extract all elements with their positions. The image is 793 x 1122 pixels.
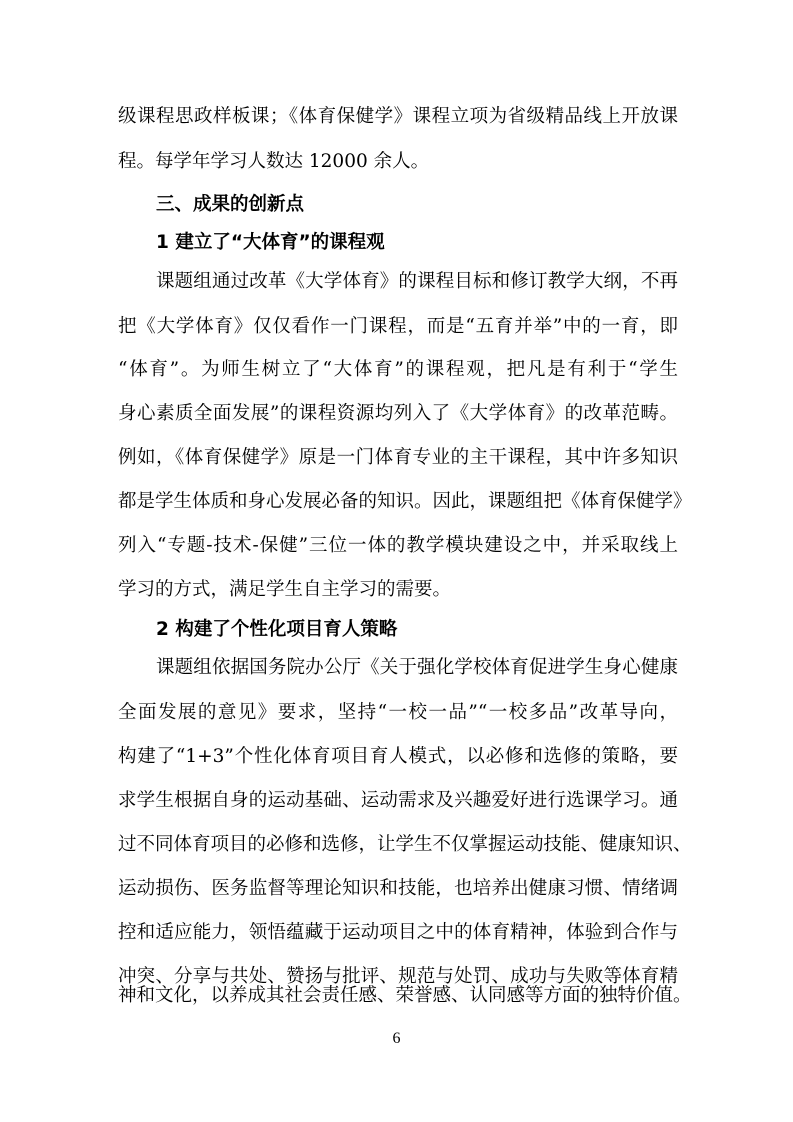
paragraph-line: 级课程思政样板课；《体育保健学》课程立项为省级精品线上开放课	[118, 106, 678, 127]
page-number: 6	[392, 1030, 401, 1047]
paragraph-line: 课题组通过改革《大学体育》的课程目标和修订教学大纲，不再	[156, 271, 678, 292]
paragraph-line: 学习的方式，满足学生自主学习的需要。	[118, 579, 452, 600]
paragraph-line: 运动损伤、医务监督等理论知识和技能，也培养出健康习惯、情绪调	[118, 878, 678, 899]
paragraph-line: 求学生根据自身的运动基础、运动需求及兴趣爱好进行选课学习。通	[118, 790, 678, 811]
paragraph-line: 神和文化，以养成其社会责任感、荣誉感、认同感等方面的独特价值。	[118, 985, 692, 1006]
paragraph-line: 课题组依据国务院办公厅《关于强化学校体育促进学生身心健康	[156, 657, 678, 678]
subsection-heading: 1 建立了“大体育”的课程观	[156, 232, 385, 253]
paragraph-line: 控和适应能力，领悟蕴藏于运动项目之中的体育精神，体验到合作与	[118, 922, 678, 943]
paragraph-line: 构建了“1+3”个性化体育项目育人模式，以必修和选修的策略，要	[118, 746, 678, 767]
paragraph-line: 过不同体育项目的必修和选修，让学生不仅掌握运动技能、健康知识、	[118, 834, 692, 855]
paragraph-line: 冲突、分享与共处、赞扬与批评、规范与处罚、成功与失败等体育精	[118, 966, 678, 987]
paragraph-line: 把《大学体育》仅仅看作一门课程，而是“五育并举”中的一育，即	[118, 316, 678, 337]
paragraph-line: 身心素质全面发展”的课程资源均列入了《大学体育》的改革范畴。	[118, 403, 678, 424]
paragraph-line: 全面发展的意见》要求，坚持“一校一品”“一校多品”改革导向，	[118, 702, 678, 723]
paragraph-line: “体育”。为师生树立了“大体育”的课程观，把凡是有利于“学生	[118, 359, 678, 380]
paragraph-line: 都是学生体质和身心发展必备的知识。因此，课题组把《体育保健学》	[118, 491, 692, 512]
section-heading: 三、成果的创新点	[156, 194, 305, 215]
paragraph-line: 例如，《体育保健学》原是一门体育专业的主干课程，其中许多知识	[118, 447, 678, 468]
paragraph-line: 列入“专题-技术-保健”三位一体的教学模块建设之中，并采取线上	[118, 535, 678, 556]
paragraph-line: 程。每学年学习人数达 12000 余人。	[118, 151, 430, 172]
subsection-heading: 2 构建了个性化项目育人策略	[156, 619, 398, 640]
